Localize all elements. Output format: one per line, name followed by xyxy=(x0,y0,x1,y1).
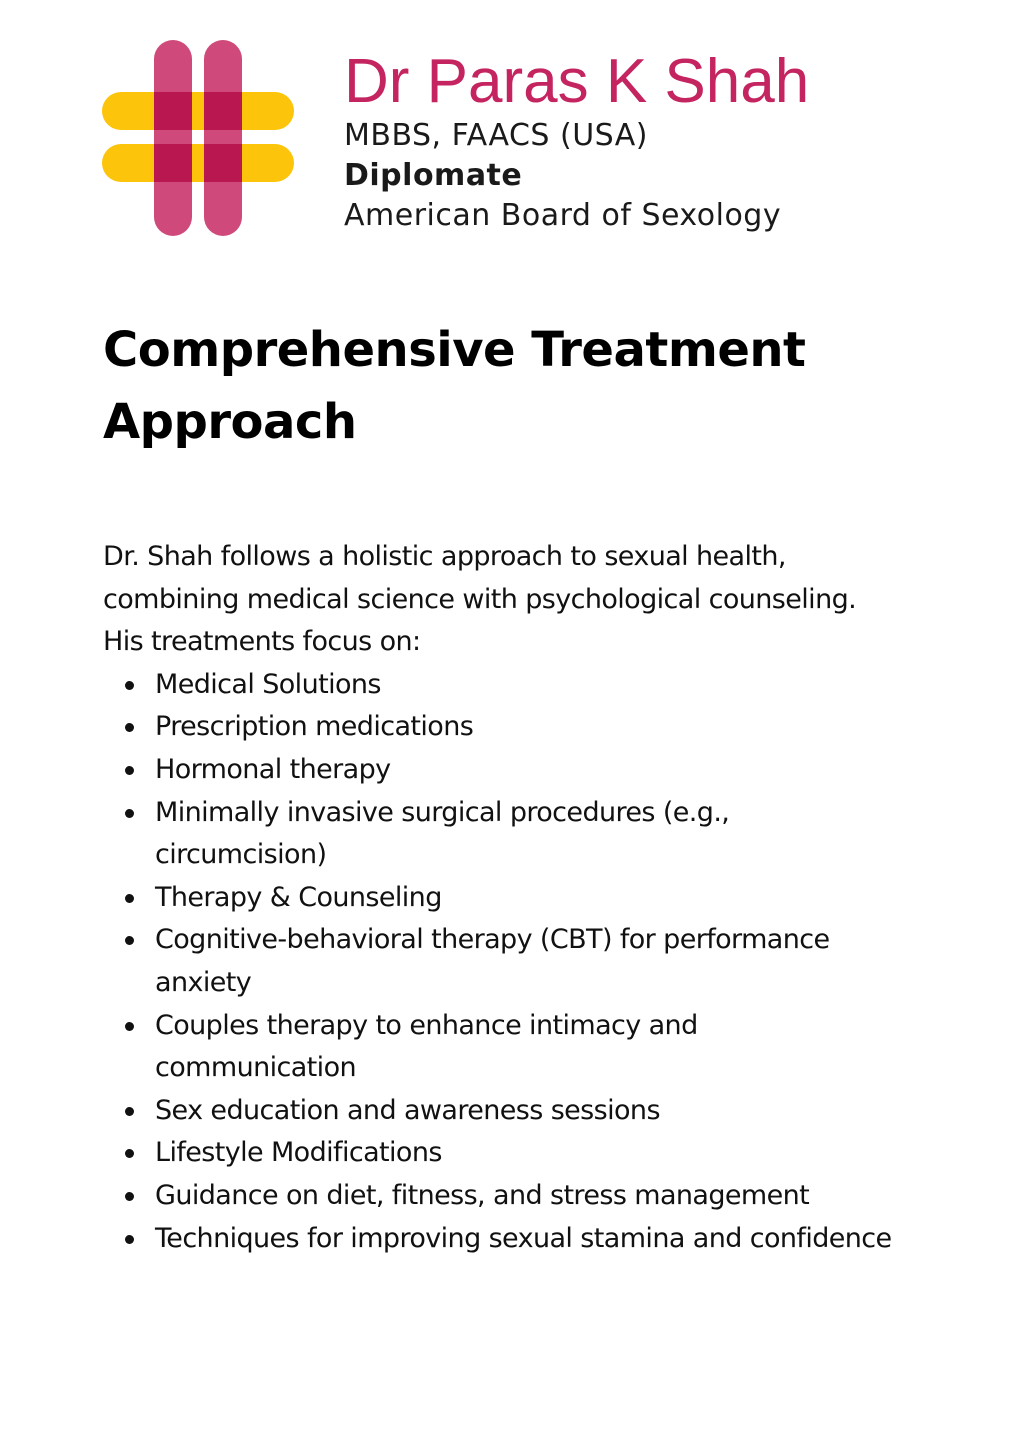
list-item: Prescription medications xyxy=(155,706,903,749)
header xyxy=(102,40,922,240)
intro-paragraph: Dr. Shah follows a holistic approach to sexual health, combining medical science with psychological counseling. His treatments focus on: xyxy=(103,541,857,658)
board-name: American Board of Sexology xyxy=(344,198,782,233)
brand-block xyxy=(344,48,924,236)
content-body xyxy=(103,536,903,1260)
hash-cross-logo-icon xyxy=(102,40,294,236)
list-item: Lifestyle Modifications xyxy=(155,1132,903,1175)
list-item: Sex education and awareness sessions xyxy=(155,1090,903,1133)
list-item: Techniques for improving sexual stamina and confidence xyxy=(155,1218,903,1261)
list-item: Therapy & Counseling xyxy=(155,877,903,920)
credential: Diplomate xyxy=(344,158,523,193)
qualifications: MBBS, FAACS (USA) xyxy=(344,118,649,153)
treatment-list xyxy=(103,664,903,1260)
list-item: Cognitive-behavioral therapy (CBT) for performance anxiety xyxy=(155,919,903,1004)
list-item: Minimally invasive surgical procedures (e.g., circumcision) xyxy=(155,792,903,877)
list-item: Couples therapy to enhance intimacy and communication xyxy=(155,1005,903,1090)
list-item: Hormonal therapy xyxy=(155,749,903,792)
list-item: Guidance on diet, fitness, and stress management xyxy=(155,1175,903,1218)
list-item: Medical Solutions xyxy=(155,664,903,707)
page-title: Comprehensive Treatment Approach xyxy=(103,322,806,450)
doctor-name: Dr Paras K Shah xyxy=(344,47,810,116)
